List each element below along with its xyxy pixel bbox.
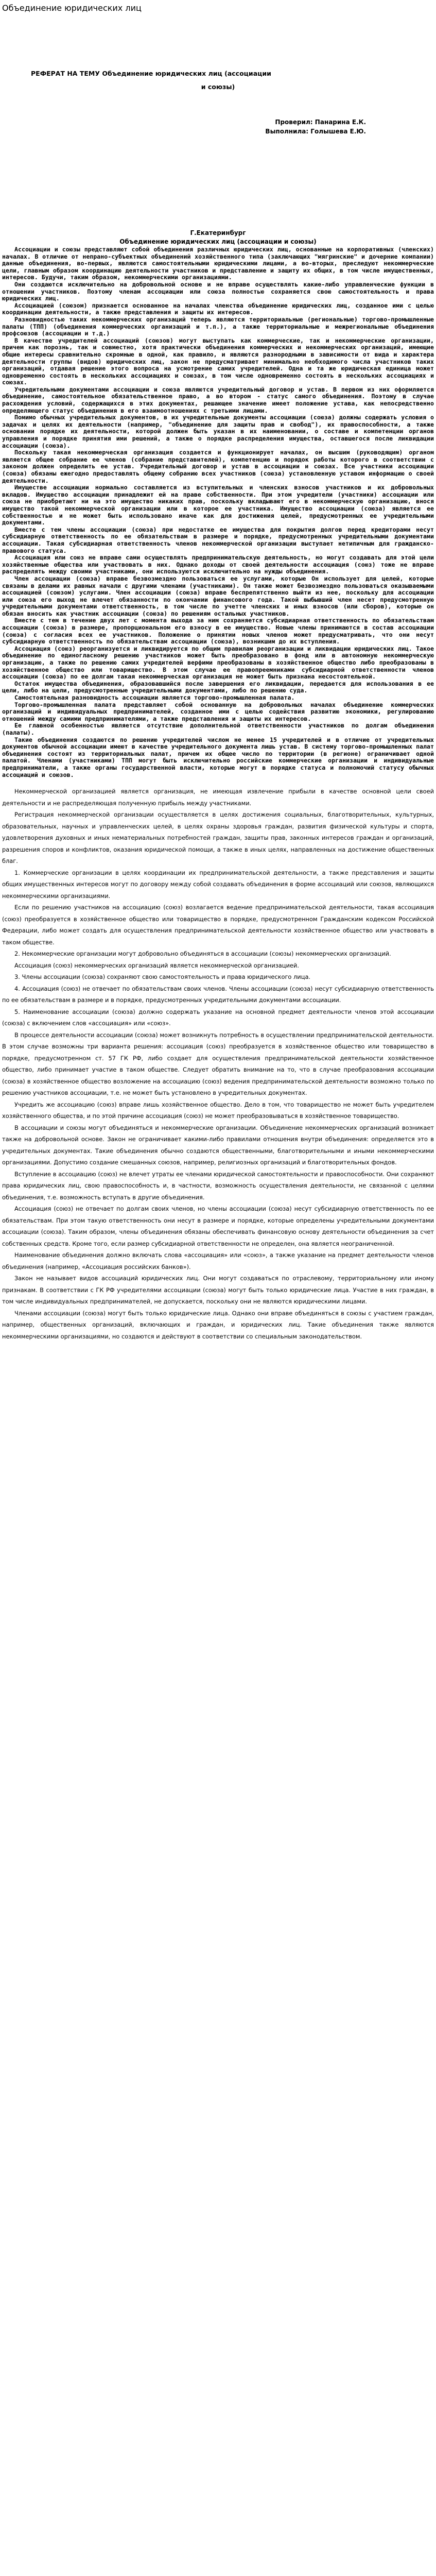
paragraph: 4. Ассоциация (союз) не отвечает по обязательствам своих членов. Члены ассоциации (союза) несут субсидиарную ответственность по ее обязательствам в размере и в порядке, предусмотренных учредительными документами ассоциации.: [2, 985, 434, 1004]
city: Г.Екатеринбург: [190, 229, 246, 236]
paragraph: Они создаются исключительно на добровольной основе и не вправе осуществлять какие-либо управленческие функции в отношении участников. Поэтому членам ассоциации или союза полностью сохраняется свою самостоятельность и права юридических лиц.: [2, 280, 434, 302]
paragraph: Учредительными документами ассоциации и союза являются учредительный договор и устав. В первом из них оформляется объединение, самостоятельное обязательственное право, а во втором - статус самого объединения. Поэтому в случае расхождения условий, содержащихся в этих документах, решающее значение имеет положение устава, как непосредственно определяющего статус объединения в его взаимоотношениях с третьими лицами.: [2, 385, 434, 414]
done-by: Выполнила: Голышева Е.Ю.: [265, 128, 366, 135]
plain-text-section: [0, 778, 436, 1342]
paragraph: Ассоциация (союз) некоммерческих организаций является некоммерческой организацией.: [14, 961, 299, 969]
paragraph: Регистрация некоммерческой организации осуществляется в целях достижения социальных, благотворительных, культурных, образовательных, научных и управленческих целей, в целях охраны здоровья граждан, развития физической культуры и спорта, удовлетворения духовных и иных нематериальных потребностей граждан, защиты прав, законных интересов граждан и организаций, разрешения споров и конфликтов, оказания юридической помощи, а также в иных целях, направленных на достижение общественных благ.: [2, 811, 434, 865]
paragraph: Наименование объединения должно включать слова «ассоциация» или «союз», а также указание на предмет деятельности членов объединения (например, «Ассоциация российских банков»).: [2, 1251, 434, 1270]
paragraph: 3. Члены ассоциации (союза) сохраняют свою самостоятельность и права юридического лица.: [14, 973, 311, 981]
paragraph: Член ассоциации (союза) вправе безвозмездно пользоваться ее услугами, которые Он использует для целей, которые связаны в делами их равных начали с другими членами (участниками). Он также может безвозмездно пользоваться оказываемыми ассоциацией (союзом) услугами. Член ассоциации (союза) вправе беспрепятственно выйти из нее, поскольку для ассоциации или союза его выход не влечет обязанности по окончании финансового года. Такой выбывший член несет предусмотренную учредительными документами ответственность, в том числе по учетте членских и иных взносов (или сборов), которые он обязан вносить как участник ассоциации (союза) по решениям остальных участников.: [2, 574, 434, 617]
city-block: [0, 229, 436, 246]
paragraph: Ассоциация (союз) реорганизуется и ликвидируется по общим правилам реорганизации и ликвидации юридических лиц. Такое объединение по единогласному решению участников может быть преобразовано в фонд или в автономную некоммерческую организацию, а также по решению самих учредителей верфими преобразованы в хозяйственное общество либо преобразованы в хозяйственное общество или товарищество. В этом случае ее правопреемниками субсидиарной ответственности членов ассоциации (союза) по ее долгам такая некоммерческая организация не может быть признана несостоятельной.: [2, 645, 434, 681]
paragraph: Помимо обычных учредительных документов, в их учредительные документы ассоциации (союза) должны содержать условия о задачах и целях их деятельности (например, "объединение для защиты прав и свобод"), их правоспособности, а также основании порядке их деятельности, которой должен быть указан в их наименовании, о составе и компетенции органов управления и порядке принятия ими решений, а также о порядке распределения имущества, оставшегося после ликвидации ассоциации (союза).: [2, 414, 434, 449]
paragraph: Остаток имущества объединения, образовавшийся после завершения его ликвидации, передается для использования в ее цели, либо на цели, предусмотренные учредительными документами, либо по решению суда.: [2, 680, 434, 694]
paragraph: Ассоциация или союз не вправе сами осуществлять предпринимательскую деятельность, но могут создавать для этой цели хозяйственные общества или участвовать в них. Однако доходы от своей деятельности ассоциация (союз) тоже не вправе распределять между своими участниками, они используются исключительно на нужды объединения.: [2, 554, 434, 575]
paragraph: Некоммерческой организацией является организация, не имеющая извлечение прибыли в качестве основной цели своей деятельности и не распределяющая полученную прибыль между участниками.: [2, 788, 434, 807]
paragraph: В качестве учредителей ассоциаций (союзов) могут выступать как коммерческие, так и некоммерческие организации, причем как порознь, так и совместно, хотя практически объединения коммерческих и некоммерческих организаций, имеющие общие интересы сравнительно скромные в одной, как правило, и являются разнородными в зависимости от вида и характера деятельности группы (видов) юридических лиц, закон не предусматривает минимально необходимого числа участников таких организаций, отдавая решение этого вопроса на усмотрение самих учредителей. Одна и та же юридическая единица может одновременно состоять в нескольких ассоциациях и союзах, в том числе одновременно состоять в нескольких ассоциациях и союзах.: [2, 336, 434, 386]
report-heading-line1: РЕФЕРАТ НА ТЕМУ Объединение юридических лиц (ассоциации: [31, 70, 271, 77]
authors-block: [0, 94, 436, 136]
paragraph: Вместе с тем члены ассоциации (союза) при недостатке ее имущества для покрытия долгов перед кредиторами несут субсидиарную ответственность по ее обязательствам в размере и порядке, предусмотренных учредительными документами ассоциации. Такая субсидиарная ответственность членов некоммерческой организации выступает нетипичным для гражданско-правового статуса.: [2, 526, 434, 554]
paragraph: Ассоциация (союз) не отвечает по долгам своих членов, но члены ассоциации (союза) несут субсидиарную ответственность по ее обязательствам. При этом такую ответственность они несут в размере и порядке, которые определены учредительными документами ассоциации (союза). Таким образом, члены объединения обязаны обеспечивать финансовую основу деятельности объединения за счет собственных средств. Кроме того, если размер субсидиарной ответственности не определен, она является неограниченной.: [2, 1205, 434, 1247]
paragraph: Вместе с тем в течение двух лет с момента выхода за ним сохраняется субсидиарная ответственность по обязательствам ассоциации (союза) в размере, пропорциональном его взносу в ее имущество. Новые члены принимаются в состав ассоциации (союза) с согласия всех ее участников. Положение о принятии новых членов может предусматривать, что они несут субсидиарную ответственность по обязательствам ассоциации (союза), возникшим до их вступления.: [2, 617, 434, 646]
paragraph: Самостоятельная разновидность ассоциации является торгово-промышленная палата.: [14, 694, 295, 701]
paragraph: Разновидностью таких некоммерческих организаций теперь являются территориальные (региональные) торгово-промышленные палаты (ТПП) (объединения коммерческих организаций и т.п.), а также территориальные и межрегиональные объединения профсоюзов (ассоциации и т.д.): [2, 315, 434, 337]
paragraph: Ассоциации и союзы представляют собой объединения различных юридических лиц, основанные на корпоративных (членских) началах. В отличие от непрано-субъектных объединений хозяйственного типа (заключающих "мягринские" и дочерние компании) данные объединения, во-первых, являются самостоятельными юридическими лицами, а во-вторых, преследуют некоммерческие цели, главным образом координацию деятельности участников и представление и защиту их общих, в том числе имущественных, интересов. Будучи, таким образом, некоммерческими организациями.: [2, 246, 434, 281]
paragraph: Членами ассоциации (союза) могут быть только юридические лица. Однако они вправе объединяться в союзы с участием граждан, например, общественных организаций, включающих и граждан, и юридических лиц. Такие объединения также являются некоммерческими организациями, но создаются и действуют в соответствии со специальным законодательством.: [2, 1309, 434, 1340]
paragraph: 2. Некоммерческие организации могут добровольно объединяться в ассоциации (союзы) некоммерческих организаций.: [14, 950, 391, 958]
bold-text-section: [0, 246, 436, 778]
paragraph: В процессе деятельности ассоциации (союза) может возникнуть потребность в осуществлении предпринимательской деятельности. В этом случае возможны три варианта решения: ассоциация (союз) преобразуется в хозяйственное общество или товарищество в порядке, предусмотренном ст. 57 ГК РФ, либо создает для осуществления предпринимательской деятельности хозяйственное общество, либо принимает участие в таком обществе. Следует обратить внимание на то, что в случае преобразования ассоциации (союза) в хозяйственное общество возложение на ассоциацию (союз) ведения предпринимательской деятельности возможно только по решению участников ассоциации, т.е. не может быть установлено в учредительных документах.: [2, 1031, 434, 1097]
paragraph: Имуществе ассоциации нормально составляется из вступительных и членских взносов участников и их добровольных вкладов. Имущество ассоциации принадлежит ей на праве собственности. При этом учредители (участники) ассоциации или союза не приобретают ни на это имущество никаких прав, поскольку вкладывают его в некоммерческую организацию, внося имущество такой некоммерческой организации или в которое ее участника. Имущество ассоциации (союза) является ее собственностью и не может быть использовано иначе как для достижения целей, предусмотренных ее учредительными документами.: [2, 484, 434, 527]
paragraph: Ассоциацией (союзом) признается основанное на началах членства объединение юридических лиц, созданное ими с целью координации деятельности, а также представления и защиты их интересов.: [2, 301, 434, 316]
paragraph: Торгово-промышленная палата представляет собой основанную на добровольных началах объединение коммерческих организаций и индивидуальных предпринимателей, созданное ими с целью содействия развитию экономики, регулированию отношений между самими предпринимателями, а также представления и защиты их интересов.: [2, 701, 434, 722]
checked-by: Проверил: Панарина Е.К.: [275, 118, 366, 126]
subtitle: Объединение юридических лиц (ассоциации и союзы): [119, 238, 317, 245]
paragraph: Такие объединения создаются по решению учредителей числом не менее 15 учредителей и в отличие от учредительных документов обычной ассоциации имеют в качестве учредительного документа лишь устав. В систему торгово-промышленных палат объединения состоят из территориальных палат, причем их общее число по территории (в регионе) ограничивает одной палатой. Членами (участниками) ТПП могут быть исключительно российские коммерческие организации и индивидуальные предприниматели, а также органы государственной власти, которые могут в порядке статуса и полномочий статусу обычных ассоциаций и союзов.: [2, 736, 434, 778]
document-title: Объединение юридических лиц: [2, 3, 142, 13]
paragraph: 5. Наименование ассоциации (союза) должно содержать указание на основной предмет деятельности членов этой ассоциации (союза) с включением слов «ассоциация» или «союз».: [2, 1008, 434, 1027]
paragraph: Если по решению участников на ассоциацию (союз) возлагается ведение предпринимательской деятельности, такая ассоциация (союз) преобразуется в хозяйственное общество или товарищество в порядке, предусмотренном Гражданским кодексом Российской Федерации, либо может создать для осуществления предпринимательской деятельности хозяйственное общество или участвовать в таком обществе.: [2, 904, 434, 946]
report-heading-line2: и союзы): [201, 83, 235, 91]
paragraph: Учредить же ассоциацию (союз) вправе лишь хозяйственное общество. Дело в том, что товарищество не может быть учредителем хозяйственного общества, и по этой причине ассоциация (союз) не может преобразовываться в хозяйственное товарищество.: [2, 1100, 434, 1120]
paragraph: Ее главной особенностью является отсутствие дополнительной ответственности участников по долгам объединения (палаты).: [2, 722, 434, 736]
paragraph: 1. Коммерческие организации в целях координации их предпринимательской деятельности, а также представления и защиты общих имущественных интересов могут по договору между собой создавать объединения в форме ассоциаций или союзов, являющихся некоммерческими организациями.: [2, 869, 434, 900]
paragraph: В ассоциации и союзы могут объединяться и некоммерческие организации. Объединение некоммерческих организаций возникает также на добровольной основе. Закон не ограничивает какими-либо правилами отношения внутри объединения: определяется это в учредительных документах. Такие объединения обычно создаются общественными, благотворительными и иными некоммерческими организациями. Допустимо создание смешанных союзов, например, религиозных организаций и благотворительных фондов.: [2, 1124, 434, 1166]
paragraph: Закон не называет видов ассоциаций юридических лиц. Они могут создаваться по отраслевому, территориальному или иному признакам. В соответствии с ГК РФ учредителями ассоциации (союза) могут быть только юридические лица. Участие в них граждан, в том числе индивидуальных предпринимателей, не допускается, поскольку они не являются юридическими лицами.: [2, 1275, 434, 1306]
paragraph: Поскольку такая некоммерческая организация создается и функционирует началах, он высшим (руководящим) органом является общее собрание ее членов (собрание представителей), компетенцию и порядок работы которого в соответствии с законом должен определить ее устав. Учредительный договор и устав в ассоциации и союзах. Все участники ассоциации (союза) обязаны ежегодно предоставлять общему собранию всех участников (союза) установленную уставом информацию о своей деятельности.: [2, 449, 434, 484]
report-heading: [0, 13, 436, 94]
paragraph: Вступление в ассоциацию (союз) не влечет утраты ее членами юридической самостоятельности и правоспособности. Они сохраняют права юридических лиц, свою правоспособность и, в частности, возможность осуществления деятельности, не связанной с целями объединения, т.е. возможность вступать в другие объединения.: [2, 1170, 434, 1201]
